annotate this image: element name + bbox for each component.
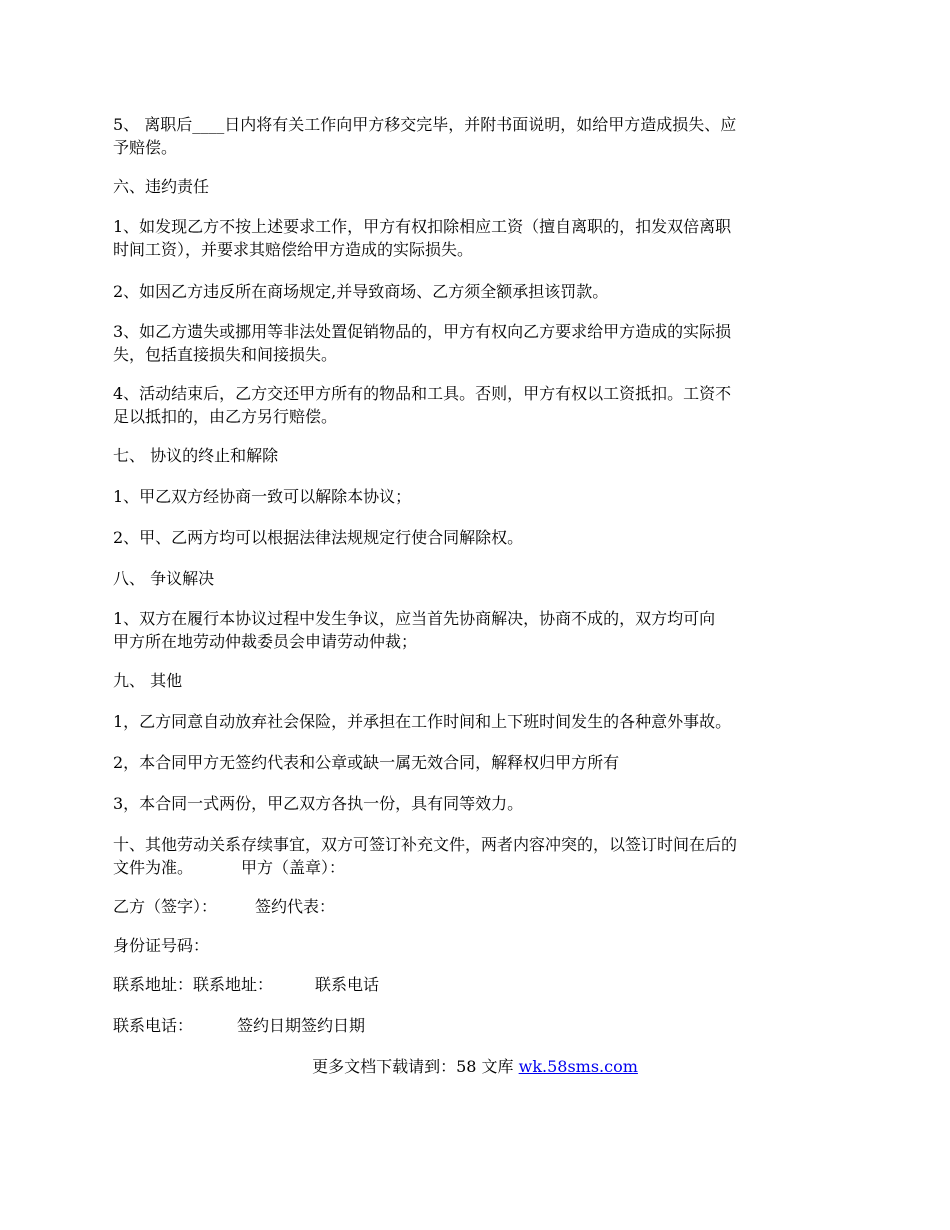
footer-link[interactable]: wk.58sms.com bbox=[518, 1057, 638, 1076]
text-line: 1，乙方同意自动放弃社会保险，并承担在工作时间和上下班时间发生的各种意外事故。 bbox=[113, 712, 732, 731]
text-line: 2，本合同甲方无签约代表和公章或缺一属无效合同，解释权归甲方所有 bbox=[113, 753, 620, 772]
clause-6-3-paragraph bbox=[113, 320, 843, 366]
heading-text: 八、 争议解决 bbox=[113, 569, 215, 588]
text-line: 2、甲、乙两方均可以根据法律法规规定行使合同解除权。 bbox=[113, 528, 524, 547]
sign-representative-label: 签约代表： bbox=[255, 897, 336, 916]
text-line: 失，包括直接损失和间接损失。 bbox=[113, 345, 338, 364]
clause-5-paragraph bbox=[113, 113, 843, 159]
address-label: 联系地址：联系地址： bbox=[113, 975, 274, 994]
text-line: 1、如发现乙方不按上述要求工作，甲方有权扣除相应工资（擅自离职的，扣发双倍离职 bbox=[113, 217, 732, 236]
text-line bbox=[113, 1014, 843, 1037]
text-line: 十、其他劳动关系存续事宜，双方可签订补充文件，两者内容冲突的，以签订时间在后的 bbox=[113, 835, 738, 854]
text-line: 3、如乙方遗失或挪用等非法处置促销物品的，甲方有权向乙方要求给甲方造成的实际损 bbox=[113, 322, 732, 341]
text-line: 4、活动结束后，乙方交还甲方所有的物品和工具。否则，甲方有权以工资抵扣。工资不 bbox=[113, 384, 732, 403]
text-line bbox=[113, 856, 843, 879]
phone-label: 联系电话 bbox=[315, 975, 380, 994]
clause-10-paragraph bbox=[113, 833, 843, 879]
text-line: 足以抵扣的，由乙方另行赔偿。 bbox=[113, 407, 338, 426]
text-line: 1、双方在履行本协议过程中发生争议，应当首先协商解决，协商不成的，双方均可向 bbox=[113, 609, 716, 628]
clause-7-2-paragraph bbox=[113, 526, 843, 549]
id-number-line bbox=[113, 934, 843, 957]
clause-7-1-paragraph bbox=[113, 485, 843, 508]
text-line bbox=[113, 973, 843, 996]
clause-9-2-paragraph bbox=[113, 751, 843, 774]
text-line: 甲方所在地劳动仲裁委员会申请劳动仲裁； bbox=[113, 632, 418, 651]
clause-9-3-paragraph bbox=[113, 792, 843, 815]
clause-6-4-paragraph bbox=[113, 382, 843, 428]
text-line: 1、甲乙双方经协商一致可以解除本协议； bbox=[113, 487, 412, 506]
party-b-sign-label: 乙方（签字）： bbox=[113, 897, 218, 916]
clause-6-2-paragraph bbox=[113, 280, 843, 303]
section-6-heading bbox=[113, 175, 843, 198]
section-9-heading bbox=[113, 669, 843, 692]
clause-8-1-paragraph bbox=[113, 607, 843, 653]
footer-prefix: 更多文档下载请到：58 文库 bbox=[312, 1057, 519, 1076]
section-7-heading bbox=[113, 444, 843, 467]
text-fragment: 文件为准。 bbox=[113, 858, 194, 877]
text-line: 3，本合同一式两份，甲乙双方各执一份，具有同等效力。 bbox=[113, 794, 524, 813]
text-line bbox=[113, 895, 843, 918]
clause-6-1-paragraph bbox=[113, 215, 843, 261]
text-line: 5、 离职后____日内将有关工作向甲方移交完毕，并附书面说明，如给甲方造成损失、应 bbox=[113, 115, 737, 134]
id-number-label: 身份证号码： bbox=[113, 936, 210, 955]
phone-date-line bbox=[113, 1014, 843, 1037]
signature-line-party-b bbox=[113, 895, 843, 918]
heading-text: 七、 协议的终止和解除 bbox=[113, 446, 279, 465]
address-line bbox=[113, 973, 843, 996]
party-a-seal-label: 甲方（盖章）： bbox=[241, 858, 346, 877]
download-footer bbox=[0, 1055, 950, 1078]
clause-9-1-paragraph bbox=[113, 710, 843, 733]
heading-text: 九、 其他 bbox=[113, 671, 183, 690]
text-line: 予赔偿。 bbox=[113, 138, 178, 157]
heading-text: 六、违约责任 bbox=[113, 177, 210, 196]
phone-label: 联系电话： bbox=[113, 1016, 194, 1035]
sign-date-label: 签约日期签约日期 bbox=[237, 1016, 366, 1035]
section-8-heading bbox=[113, 567, 843, 590]
text-line: 时间工资），并要求其赔偿给甲方造成的实际损失。 bbox=[113, 240, 474, 259]
text-line: 2、如因乙方违反所在商场规定,并导致商场、乙方须全额承担该罚款。 bbox=[113, 282, 609, 301]
